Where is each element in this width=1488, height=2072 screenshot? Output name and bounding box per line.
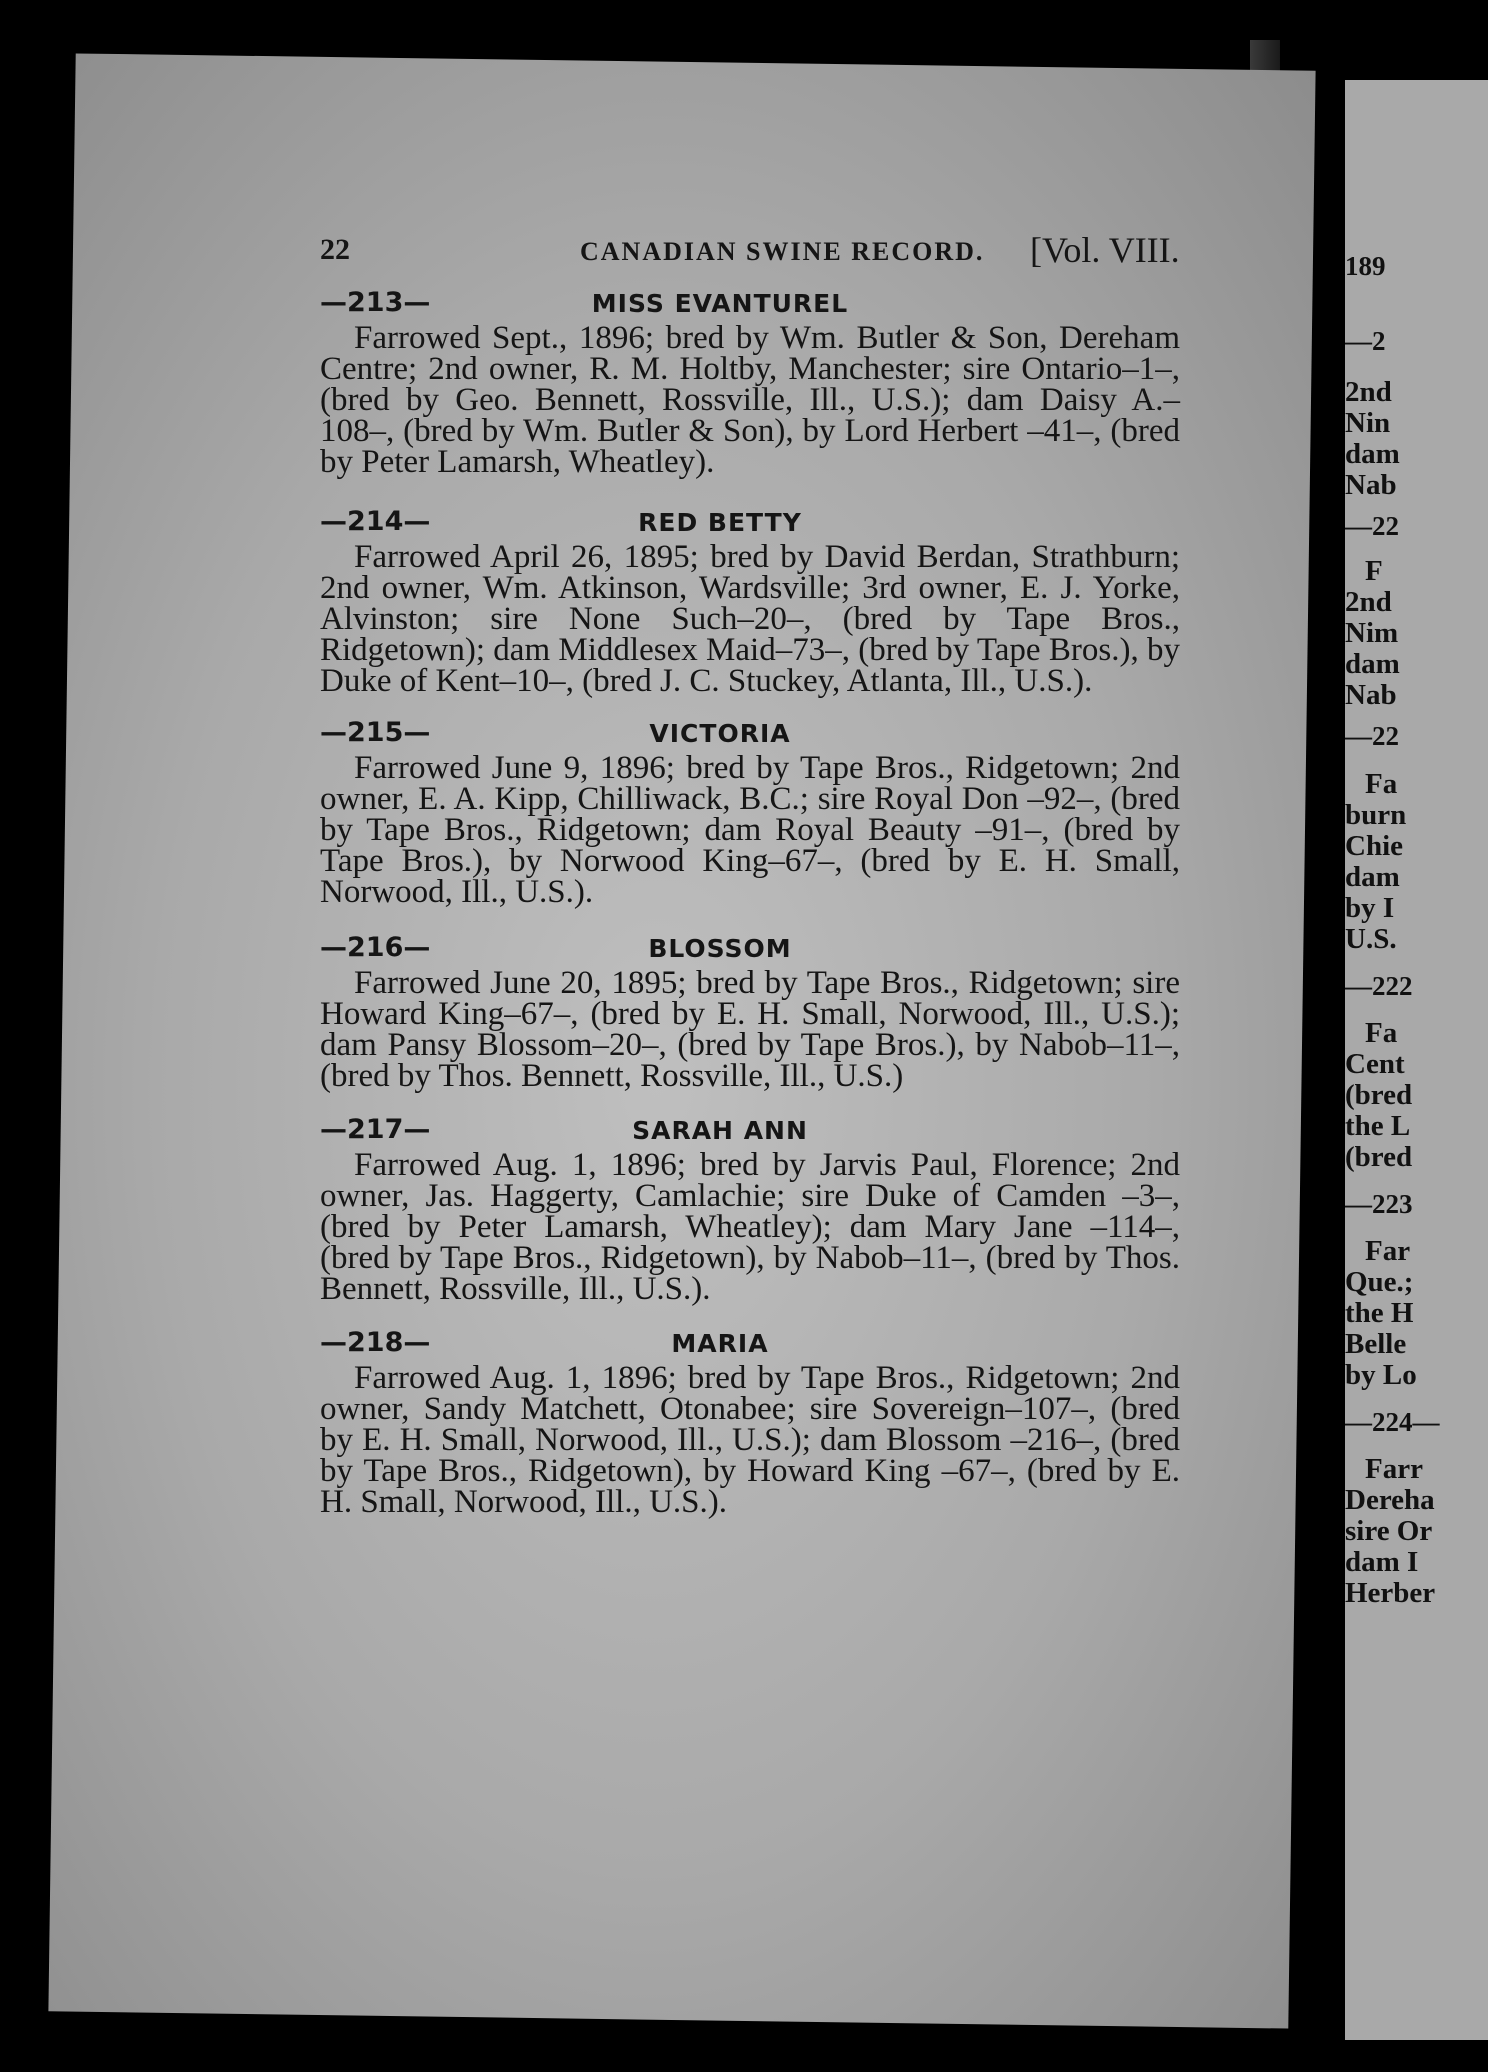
fragment: (bred bbox=[1345, 1079, 1413, 1111]
fragment: Nab bbox=[1345, 469, 1397, 501]
fragment: U.S. bbox=[1345, 923, 1397, 955]
entry-text: Farrowed Sept., 1896; bred by Wm. Butler & Son, Dereham Centre; 2nd owner, R. M. Holtby, Manchester; sire Ontario–1–, (bred by Geo. Bennett, Rossville, Ill., U.S.); dam Daisy A.–108–, (bred by Wm. Butler & Son), by Lord Herbert –41–, (bred by Peter Lamarsh, Wheatley). bbox=[320, 320, 1180, 480]
volume-label: [Vol. VIII. bbox=[1030, 230, 1180, 270]
entry-name: SARAH ANN bbox=[632, 1116, 808, 1145]
fragment: the H bbox=[1345, 1297, 1414, 1329]
pedigree-entry bbox=[250, 502, 1190, 697]
fragment: —222 bbox=[1345, 971, 1413, 1001]
pedigree-entry bbox=[250, 1110, 1190, 1305]
fragment: F bbox=[1365, 555, 1383, 587]
entry-number: —215— bbox=[320, 717, 431, 748]
fragment: Fa bbox=[1365, 1017, 1398, 1049]
entry-text: Farrowed June 9, 1896; bred by Tape Bros., Ridgetown; 2nd owner, E. A. Kipp, Chilliwack, B.C.; sire Royal Don –92–, (bred by Tape Bros., Ridgetown; dam Royal Beauty –91–, (bred by Tape Bros.), by Norwood King–67–, (bred by E. H. Small, Norwood, Ill., U.S.). bbox=[320, 750, 1180, 910]
entry-name: RED BETTY bbox=[638, 508, 802, 537]
running-title: CANADIAN SWINE RECORD. bbox=[580, 237, 985, 266]
fragment: —224— bbox=[1345, 1407, 1440, 1437]
fragment: Herber bbox=[1345, 1577, 1436, 1609]
entry-name: VICTORIA bbox=[649, 719, 791, 748]
adjacent-page-edge bbox=[1345, 80, 1488, 2040]
fragment: burn bbox=[1345, 799, 1407, 831]
entry-number: —218— bbox=[320, 1327, 431, 1358]
fragment: the L bbox=[1345, 1110, 1411, 1142]
fragment: by Lo bbox=[1345, 1359, 1417, 1391]
fragment: dam bbox=[1345, 861, 1400, 893]
entry-number: —214— bbox=[320, 506, 431, 537]
fragment: Cent bbox=[1345, 1048, 1405, 1080]
entry-name: MISS EVANTUREL bbox=[591, 289, 849, 318]
pedigree-entry bbox=[250, 928, 1190, 1092]
fragment: dam bbox=[1345, 438, 1400, 470]
fragment: 189 bbox=[1345, 251, 1386, 281]
pedigree-entry bbox=[250, 713, 1190, 908]
entry-number: —217— bbox=[320, 1114, 431, 1145]
entry-number: —216— bbox=[320, 932, 431, 963]
fragment: Nab bbox=[1345, 679, 1397, 711]
fragment: Belle bbox=[1345, 1328, 1407, 1360]
fragment: 2nd bbox=[1345, 586, 1392, 618]
fragment: —22 bbox=[1345, 721, 1399, 751]
entry-text: Farrowed Aug. 1, 1896; bred by Jarvis Paul, Florence; 2nd owner, Jas. Haggerty, Camlachie; sire Duke of Camden –3–, (bred by Peter Lamarsh, Wheatley); dam Mary Jane –114–, (bred by Tape Bros., Ridgetown), by Nabob–11–, (bred by Thos. Bennett, Rossville, Ill., U.S.). bbox=[320, 1147, 1180, 1307]
fragment: (bred bbox=[1345, 1141, 1413, 1173]
fragment: Far bbox=[1365, 1235, 1411, 1267]
entry-text: Farrowed April 26, 1895; bred by David Berdan, Strathburn; 2nd owner, Wm. Atkinson, Wardsville; 3rd owner, E. J. Yorke, Alvinston; sire None Such–20–, (bred by Tape Bros., Ridgetown); dam Middlesex Maid–73–, (bred by Tape Bros.), by Duke of Kent–10–, (bred J. C. Stuckey, Atlanta, Ill., U.S.). bbox=[320, 539, 1180, 699]
fragment: Dereha bbox=[1345, 1484, 1435, 1516]
fragment: dam I bbox=[1345, 1546, 1419, 1578]
fragment: dam bbox=[1345, 648, 1400, 680]
fragment: —22 bbox=[1345, 511, 1399, 541]
fragment: Farr bbox=[1365, 1453, 1423, 1485]
page-content bbox=[250, 215, 1190, 1518]
fragment: 2nd bbox=[1345, 376, 1392, 408]
entry-text: Farrowed Aug. 1, 1896; bred by Tape Bros., Ridgetown; 2nd owner, Sandy Matchett, Otonabee; sire Sovereign–107–, (bred by E. H. Small, Norwood, Ill., U.S.); dam Blossom –216–, (bred by Tape Bros., Ridgetown), by Howard King –67–, (bred by E. H. Small, Norwood, Ill., U.S.). bbox=[320, 1360, 1180, 1520]
fragment: —2 bbox=[1345, 326, 1386, 356]
fragment: sire Or bbox=[1345, 1515, 1433, 1547]
fragment: Que.; bbox=[1345, 1266, 1414, 1298]
entry-name: MARIA bbox=[671, 1329, 769, 1358]
fragment: Nin bbox=[1345, 407, 1391, 439]
fragment: —223 bbox=[1345, 1189, 1413, 1219]
page-number: 22 bbox=[320, 233, 350, 266]
fragment: Fa bbox=[1365, 768, 1398, 800]
entry-number: —213— bbox=[320, 287, 431, 318]
page-header bbox=[250, 215, 1190, 273]
fragment: by I bbox=[1345, 892, 1395, 924]
entry-text: Farrowed June 20, 1895; bred by Tape Bros., Ridgetown; sire Howard King–67–, (bred by E. H. Small, Norwood, Ill., U.S.); dam Pansy Blossom–20–, (bred by Tape Bros.), by Nabob–11–, (bred by Thos. Bennett, Rossville, Ill., U.S.) bbox=[320, 965, 1180, 1094]
entry-name: BLOSSOM bbox=[648, 934, 792, 963]
pedigree-entry bbox=[250, 1323, 1190, 1518]
fragment: Nim bbox=[1345, 617, 1399, 649]
fragment: Chie bbox=[1345, 830, 1403, 862]
pedigree-entry bbox=[250, 283, 1190, 478]
